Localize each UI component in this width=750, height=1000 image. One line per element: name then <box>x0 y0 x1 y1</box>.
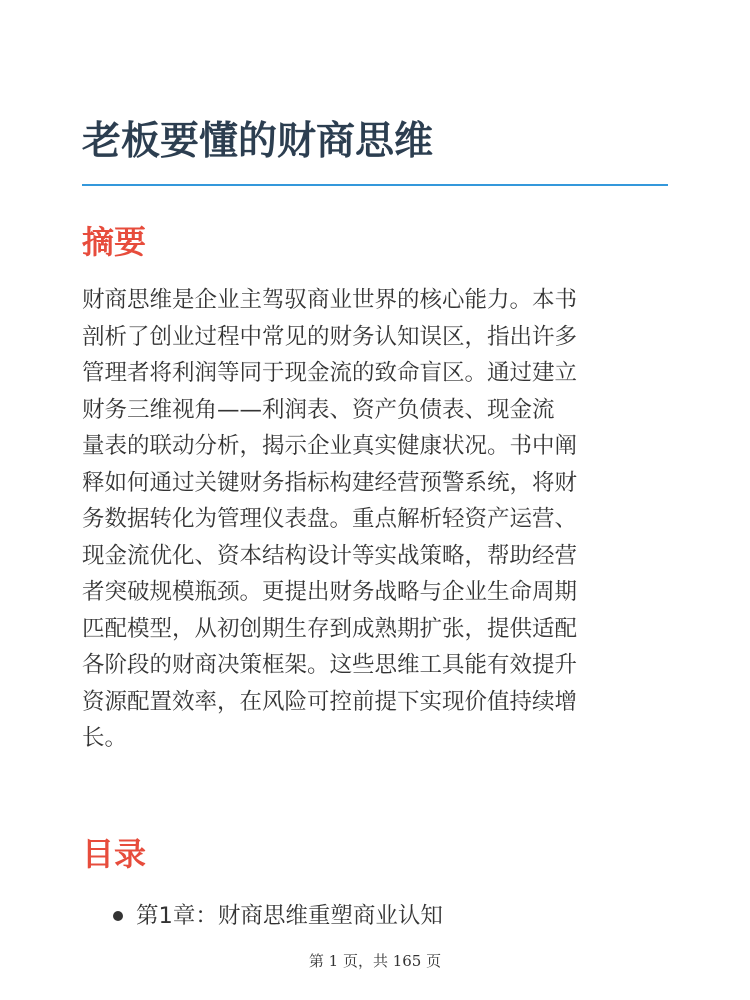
abstract-line: 量表的联动分析，揭示企业真实健康状况。书中阐 <box>82 433 578 459</box>
toc-item-label: 第1章：财商思维重塑商业认知 <box>136 903 443 929</box>
abstract-line: 管理者将利润等同于现金流的致命盲区。通过建立 <box>82 360 578 386</box>
abstract-line: 者突破规模瓶颈。更提出财务战略与企业生命周期 <box>82 579 578 605</box>
page-number-footer: 第 1 页，共 165 页 <box>308 952 442 970</box>
abstract-body <box>82 282 672 757</box>
title-divider <box>82 184 668 186</box>
toc-item-chapter-1[interactable] <box>82 896 443 936</box>
abstract-heading: 摘要 <box>82 223 147 261</box>
abstract-line: 资源配置效率，在风险可控前提下实现价值持续增 <box>82 688 578 715</box>
abstract-line: 长。 <box>82 725 128 751</box>
abstract-line: 现金流优化、资本结构设计等实战策略，帮助经营 <box>82 542 578 569</box>
document-title: 老板要懂的财商思维 <box>82 119 434 164</box>
abstract-line: 释如何通过关键财务指标构建经营预警系统，将财 <box>82 469 578 496</box>
abstract-line: 务数据转化为管理仪表盘。重点解析轻资产运营、 <box>82 506 578 532</box>
abstract-line: 匹配模型，从初创期生存到成熟期扩张，提供适配 <box>82 615 578 642</box>
abstract-line: 剖析了创业过程中常见的财务认知误区，指出许多 <box>82 323 578 350</box>
abstract-line: 各阶段的财商决策框架。这些思维工具能有效提升 <box>82 652 578 678</box>
toc-list <box>82 896 443 936</box>
bullet-icon <box>113 911 123 921</box>
abstract-line: 财商思维是企业主驾驭商业世界的核心能力。本书 <box>82 287 578 313</box>
toc-heading: 目录 <box>82 835 147 873</box>
abstract-line: 财务三维视角——利润表、资产负债表、现金流 <box>82 396 555 423</box>
